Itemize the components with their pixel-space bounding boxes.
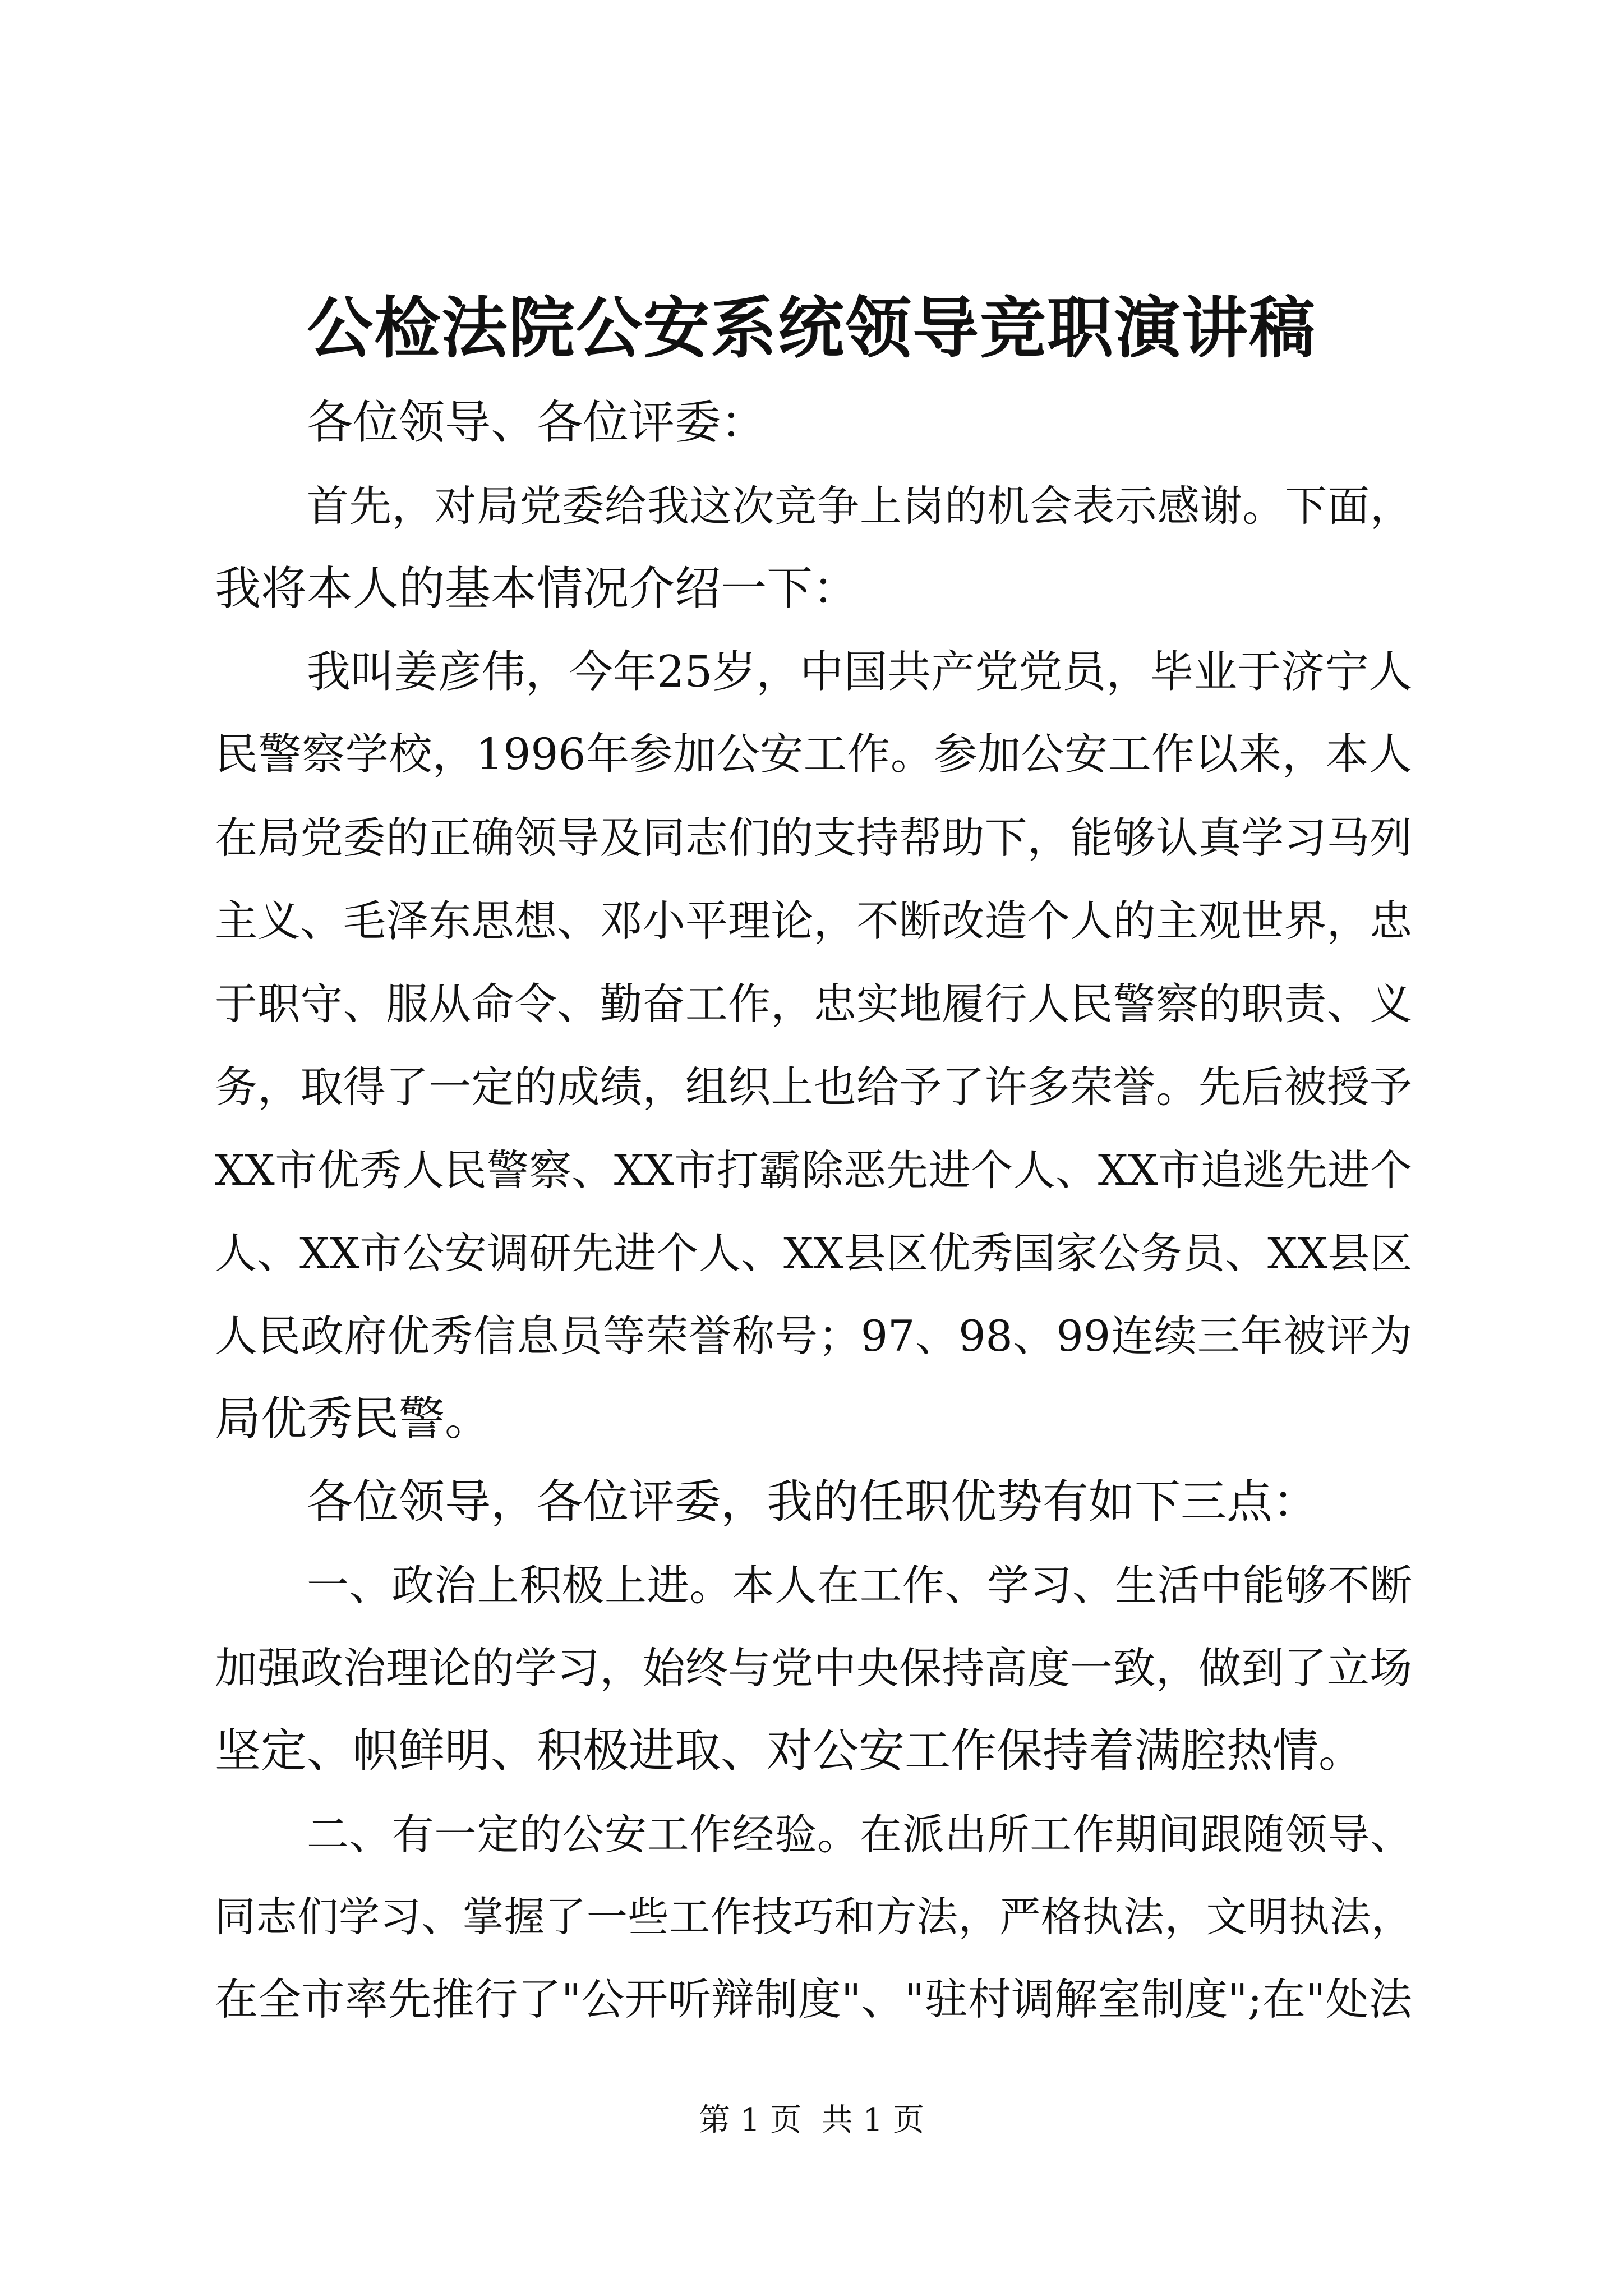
body-line: 首先，对局党委给我这次竞争上岗的机会表示感谢。下面， bbox=[307, 481, 1412, 531]
body-line: 局优秀民警。 bbox=[215, 1392, 491, 1446]
body-line: 二、有一定的公安工作经验。在派出所工作期间跟随领导、 bbox=[307, 1810, 1412, 1859]
document-title: 公检法院公安系统领导竞职演讲稿 bbox=[306, 289, 1316, 367]
body-line: 在局党委的正确领导及同志们的支持帮助下，能够认真学习马列 bbox=[215, 813, 1412, 863]
body-line: 主义、毛泽东思想、邓小平理论，不断改造个人的主观世界，忠 bbox=[215, 896, 1412, 946]
body-line: 加强政治理论的学习，始终与党中央保持高度一致，做到了立场 bbox=[215, 1643, 1412, 1693]
body-line: 我叫姜彦伟，今年25岁，中国共产党党员，毕业于济宁人 bbox=[307, 647, 1412, 697]
body-line: 务，取得了一定的成绩，组织上也给予了许多荣誉。先后被授予 bbox=[215, 1062, 1412, 1112]
body-line: XX市优秀人民警察、XX市打霸除恶先进个人、XX市追逃先进个 bbox=[215, 1145, 1412, 1195]
body-line: 各位领导，各位评委，我的任职优势有如下三点： bbox=[307, 1475, 1319, 1529]
body-line: 人、XX市公安调研先进个人、XX县区优秀国家公务员、XX县区 bbox=[215, 1228, 1412, 1278]
body-line: 民警察学校，1996年参加公安工作。参加公安工作以来，本人 bbox=[215, 730, 1412, 780]
body-line: 于职守、服从命令、勤奋工作，忠实地履行人民警察的职责、义 bbox=[215, 979, 1412, 1029]
body-line: 各位领导、各位评委： bbox=[307, 396, 767, 449]
body-line: 我将本人的基本情况介绍一下： bbox=[215, 562, 859, 615]
body-line: 一、政治上积极上进。本人在工作、学习、生活中能够不断 bbox=[307, 1561, 1412, 1610]
body-line: 在全市率先推行了"公开听辩制度"、"驻村调解室制度";在"处法 bbox=[215, 1975, 1412, 2025]
document-body bbox=[215, 381, 1412, 2042]
body-line: 同志们学习、掌握了一些工作技巧和方法，严格执法，文明执法， bbox=[215, 1893, 1412, 1941]
body-line: 坚定、帜鲜明、积极进取、对公安工作保持着满腔热情。 bbox=[215, 1724, 1365, 1778]
body-line: 人民政府优秀信息员等荣誉称号；97、98、99连续三年被评为 bbox=[215, 1311, 1412, 1361]
page-footer: 第 1 页 共 1 页 bbox=[698, 2102, 925, 2138]
